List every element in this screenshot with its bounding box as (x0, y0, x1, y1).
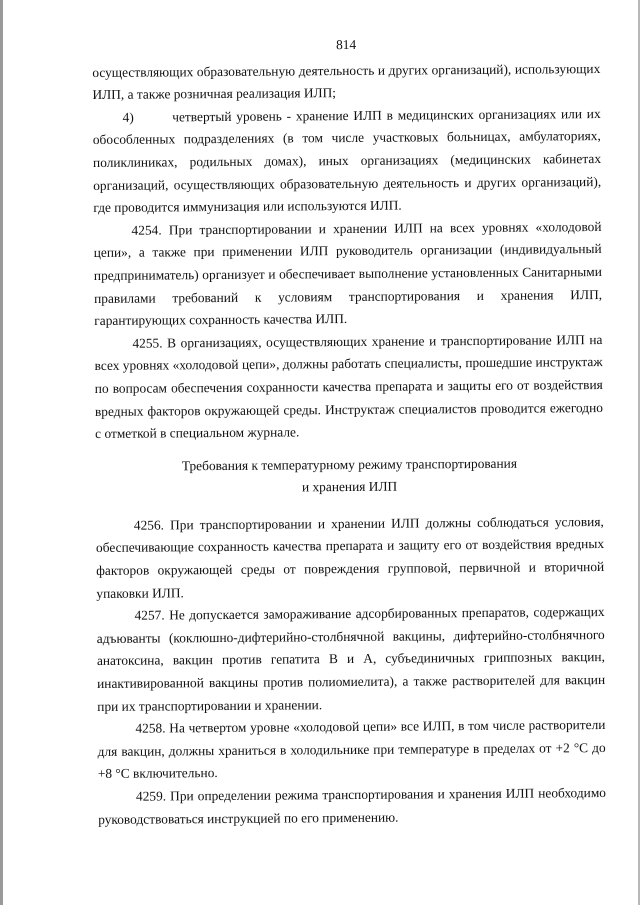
paragraph-4257: 4257. Не допускается замораживание адсорбированных препаратов, содержащих адъюванты (коклюшно-дифтерийно-столбнячной вакцины, дифтерийно-столбнячного анатоксина, вакцин против гепатита В и А, субъединичных гриппозных вакцин, инактивированной вакцины против полиомиелита), а также растворителей для вакцин при их транспортировании и хранении. (96, 604, 606, 714)
section-heading-line-1: Требования к температурному режиму транспортирования (181, 455, 518, 473)
paragraph-level-4: 4) четвертый уровень - хранение ИЛП в медицинских организациях или их обособленных подразделениях (в том числе участковых больницах, амбулаториях, поликлиниках, родильных домах), иных организациях (медицинских кабинетах организаций, осуществляющих образовательную деятельность и других организаций), где проводится иммунизация или используются ИЛП. (92, 105, 605, 216)
paragraph-4256: 4256. При транспортировании и хранении ИЛП должны соблюдаться условия, обеспечивающие сохранность качества препарата и защиту его от воздействия вредных факторов окружающей среды от повреждения групповой, первичной и вторичной упаковки ИЛП. (95, 513, 605, 601)
section-heading (95, 452, 603, 501)
paragraph-4259: 4259. При определении режима транспортирования и хранения ИЛП необходимо руководствоваться инструкцией по его применению. (98, 784, 607, 827)
scan-edge-left (0, 0, 3, 905)
paragraph-4254: 4254. При транспортировании и хранении ИЛП на всех уровнях «холодовой цепи», а также при применении ИЛП руководитель организации (индивидуальный предприниматель) организует и обеспечивает выполнение установленных Санитарными правилами требований к условиям транспортирования и хранения ИЛП, гарантирующих сохранность качества ИЛП. (93, 218, 603, 329)
page-number: 814 (335, 36, 357, 53)
paragraph-4258: 4258. На четвертом уровне «холодовой цепи» все ИЛП, в том числе растворители для вакцин, должны храниться в холодильнике при температуре в пределах от +2 °С до +8 °С включительно. (97, 717, 606, 782)
document-body (92, 32, 606, 831)
paragraph-4255: 4255. В организациях, осуществляющих хранение и транспортирование ИЛП на всех уровнях «холодовой цепи», должны работать специалисты, прошедшие инструктаж по вопросам обеспечения сохранности качества препарата и защиты его от воздействия вредных факторов окружающей среды. Инструктаж специалистов проводится ежегодно с отметкой в специальном журнале. (94, 331, 603, 442)
section-heading-line-2: и хранения ИЛП (301, 478, 398, 495)
paragraph-continuation: осуществляющих образовательную деятельность и других организаций), использующих ИЛП, а также розничная реализация ИЛП; (92, 60, 601, 103)
